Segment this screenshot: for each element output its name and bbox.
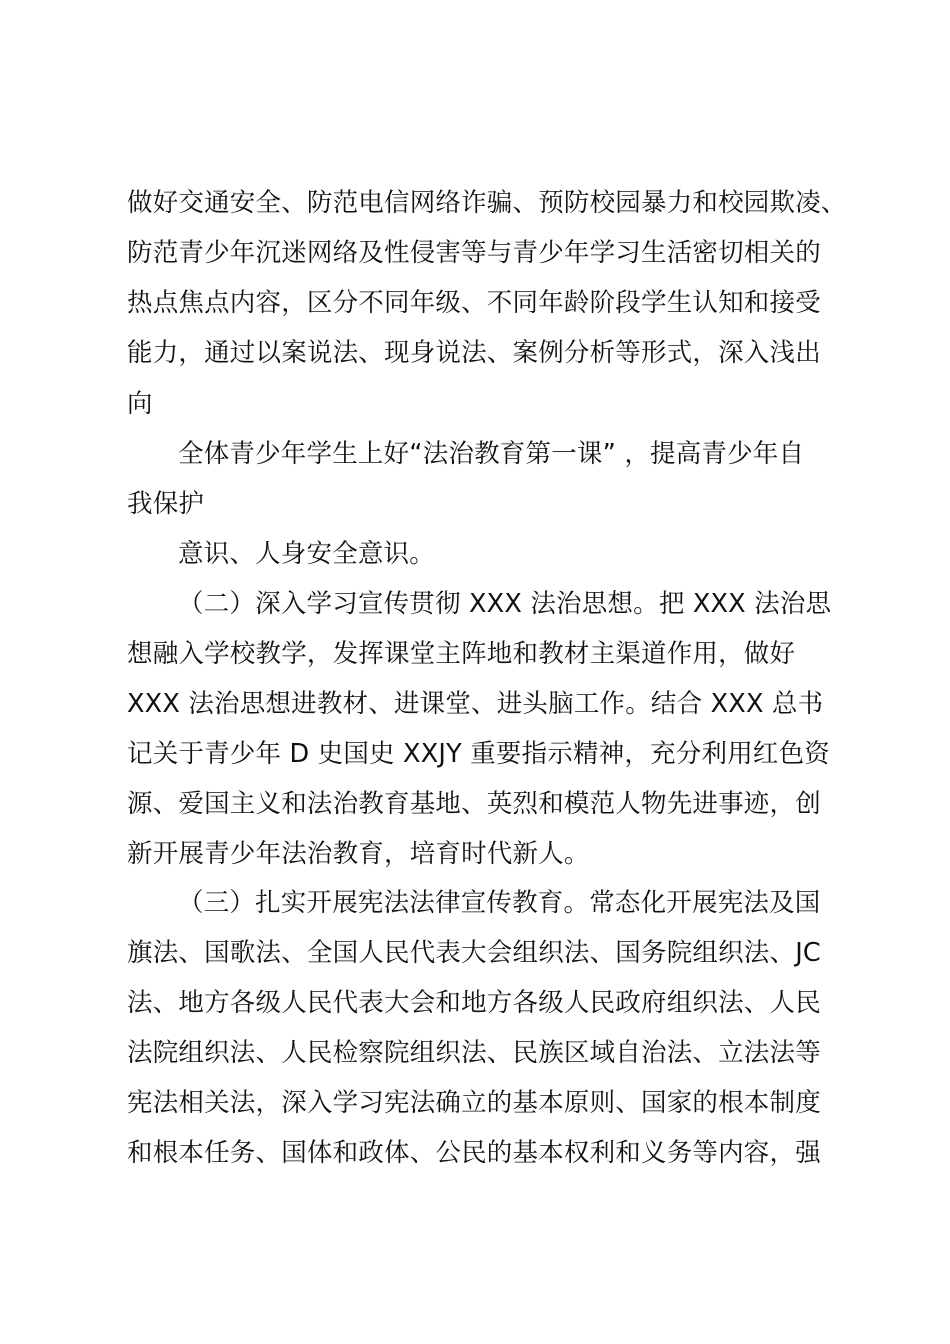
text-line: 我保护 [127,489,205,519]
text-line: 新开展青少年法治教育，培育时代新人。 [127,839,590,869]
text-line: 法院组织法、人民检察院组织法、民族区域自治法、立法法等 [127,1038,821,1068]
text-line: （二）深入学习宣传贯彻 XXX 法治思想。把 XXX 法治思 [178,589,832,619]
text-line: 法、地方各级人民代表大会和地方各级人民政府组织法、人民 [127,988,821,1018]
text-line: 源、爱国主义和法治教育基地、英烈和模范人物先进事迹，创 [127,789,821,819]
text-line: 旗法、国歌法、全国人民代表大会组织法、国务院组织法、JC [127,938,821,968]
text-line: 热点焦点内容，区分不同年级、不同年龄阶段学生认知和接受 [127,288,821,318]
text-line: 防范青少年沉迷网络及性侵害等与青少年学习生活密切相关的 [127,238,821,268]
text-line: 意识、人身安全意识。 [178,539,436,569]
text-line: 向 [127,389,153,419]
text-line: 宪法相关法，深入学习宪法确立的基本原则、国家的根本制度 [127,1088,821,1118]
text-line: XXX 法治思想进教材、进课堂、进头脑工作。结合 XXX 总书 [127,689,824,719]
text-line: 和根本任务、国体和政体、公民的基本权利和义务等内容，强 [127,1138,821,1168]
text-line: 想融入学校教学，发挥课堂主阵地和教材主渠道作用，做好 [127,639,796,669]
text-line: （三）扎实开展宪法法律宣传教育。常态化开展宪法及国 [178,888,821,918]
text-line: 能力，通过以案说法、现身说法、案例分析等形式，深入浅出 [127,338,821,368]
text-line: 做好交通安全、防范电信网络诈骗、预防校园暴力和校园欺凌、 [127,188,847,218]
text-line: 全体青少年学生上好“法治教育第一课” ，提高青少年自 [178,439,805,469]
text-line: 记关于青少年 D 史国史 XXJY 重要指示精神，充分利用红色资 [127,739,830,769]
